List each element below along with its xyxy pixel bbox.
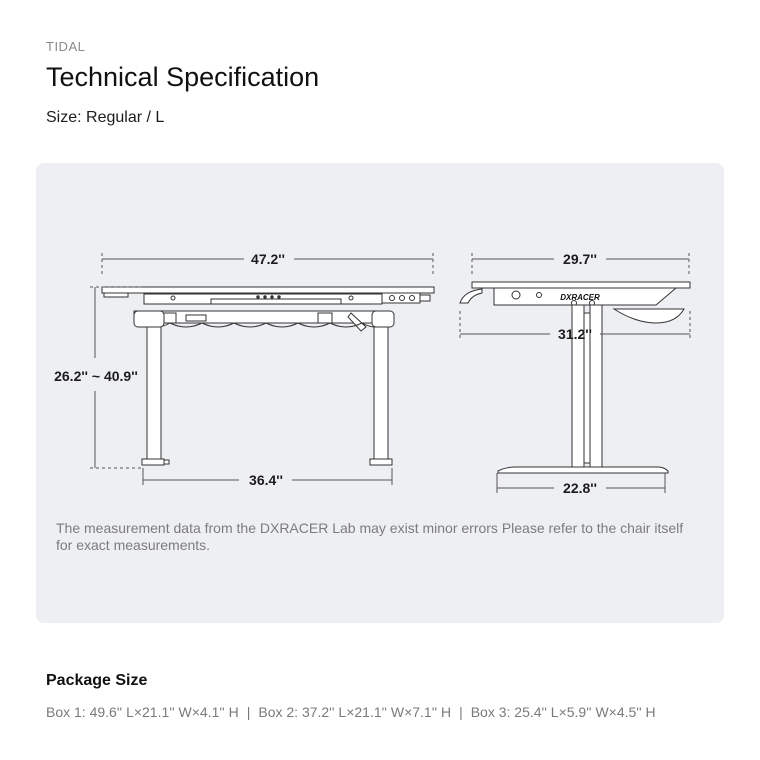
package-size-list xyxy=(46,704,656,720)
spec-diagram-panel xyxy=(36,163,724,623)
package-separator: | xyxy=(246,704,251,720)
leg-span-label: 36.4'' xyxy=(249,472,283,488)
package-box-3: Box 3: 25.4'' L×5.9'' W×4.5'' H xyxy=(470,704,656,720)
package-box-2: Box 2: 37.2'' L×21.1'' W×7.1'' H xyxy=(258,704,452,720)
dxracer-logo: DXRACER xyxy=(560,293,600,302)
foot-length-label: 22.8'' xyxy=(563,480,597,496)
package-box-1: Box 1: 49.6'' L×21.1'' W×4.1'' H xyxy=(46,704,239,720)
brand-label: TIDAL xyxy=(46,39,86,54)
dimension-diagram xyxy=(36,163,724,623)
size-label: Size: Regular / L xyxy=(46,109,165,126)
side-view-desk xyxy=(460,282,690,473)
page-title: Technical Specification xyxy=(46,62,320,92)
measurement-note: The measurement data from the DXRACER Lab may exist minor errors Please refer to the chair itself for exact measurements. xyxy=(56,520,684,553)
package-separator: | xyxy=(459,704,463,720)
package-size-title: Package Size xyxy=(46,672,148,689)
side-depth-label: 29.7'' xyxy=(563,251,597,267)
height-range-label: 26.2'' ~ 40.9'' xyxy=(54,368,138,384)
front-view-desk xyxy=(102,287,434,465)
side-base-depth-label: 31.2'' xyxy=(558,326,592,342)
front-width-label: 47.2'' xyxy=(251,251,285,267)
